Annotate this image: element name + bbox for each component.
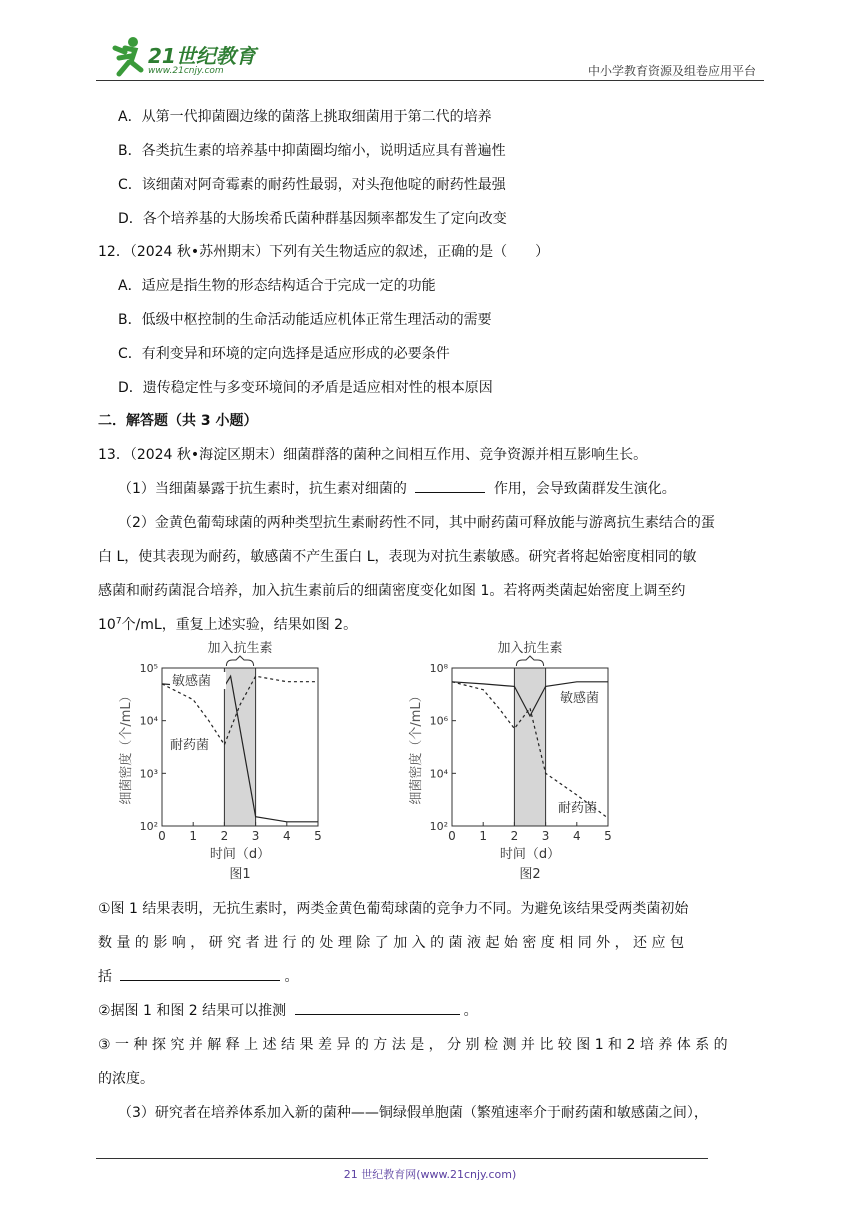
q12-option-d: D．遗传稳定性与多变环境间的矛盾是适应相对性的根本原因 [118,380,493,396]
q13-sub1-end: 。 [284,969,299,985]
footer-divider [96,1158,708,1159]
q13-part1-blank[interactable] [415,478,485,493]
q13-sub2 [98,1000,478,1020]
fig2-antibiotic-region [514,668,545,826]
q13-sub1-text: 括 [98,969,112,985]
q13-part2-line4-rest: 个/mL，重复上述实验，结果如图 2。 [121,617,358,633]
q13-sub2-text: ②据图 1 和图 2 结果可以推测 [98,1003,287,1019]
q13-part1-text-a: （1）当细菌暴露于抗生素时，抗生素对细菌的 [118,481,407,497]
header-divider [96,80,764,81]
fig1-x-tick-label: 2 [220,829,229,843]
q13-sub2-end: 。 [463,1003,478,1019]
fig1-x-tick-label: 1 [189,829,198,843]
fig2-x-tick-label: 5 [604,829,612,843]
fig2-x-axis-label: 时间（d） [499,847,561,862]
figure-2-chart [400,636,630,884]
fig1-x-tick-label: 0 [158,829,166,843]
fig1-y-tick-label: 10² [139,820,158,833]
platform-label: 中小学教育资源及组卷应用平台 [587,64,756,78]
q13-sub2-blank[interactable] [295,1000,460,1015]
fig1-x-axis-label: 时间（d） [209,847,271,862]
fig1-figure-title: 图1 [229,867,251,882]
fig1-y-tick-label: 10⁵ [139,662,158,675]
fig1-series-label: 敏感菌 [172,674,212,689]
fig1-antibiotic-region [224,668,255,826]
q12-option-b: B．低级中枢控制的生命活动能适应机体正常生理活动的需要 [118,312,492,328]
logo-url: www.21cnjy.com [148,66,224,76]
fig2-y-axis-label: 细菌密度（个/mL） [409,689,424,805]
section-title: 二．解答题（共 3 小题） [98,413,258,429]
q13-part2-line4 [98,614,357,634]
fig1-series-label: 耐药菌 [170,738,210,753]
figure-1-chart [110,636,340,884]
fig1-x-tick-label: 4 [282,829,291,843]
fig2-annotation-label: 加入抗生素 [497,641,563,656]
runner-logo-icon [95,34,155,78]
q11-option-a: A．从第一代抑菌圈边缘的菌落上挑取细菌用于第二代的培养 [118,109,492,125]
q13-sub3-line1: ③ 一 种 探 究 并 解 释 上 述 结 果 差 异 的 方 法 是 ， 分 别 检 测 并 比 较 图 1 和 2 培 养 体 系 的 [98,1037,728,1053]
q13-density-exponent: 7 [115,616,122,627]
q13-part2-line1: （2）金黄色葡萄球菌的两种类型抗生素耐药性不同，其中耐药菌可释放能与游离抗生素结合的蛋 [118,515,715,531]
q11-option-b: B．各类抗生素的培养基中抑菌圈均缩小，说明适应具有普遍性 [118,143,506,159]
q12-option-a: A．适应是指生物的形态结构适合于完成一定的功能 [118,278,436,294]
q12-stem: 12．（2024 秋•苏州期末）下列有关生物适应的叙述，正确的是（ ） [98,244,550,260]
q13-part1-text-b: 作用，会导致菌群发生演化。 [493,481,676,497]
fig2-series-label: 耐药菌 [558,801,598,816]
footer-text: 21 世纪教育网(www.21cnjy.com) [343,1168,517,1181]
q12-option-c: C．有利变异和环境的定向选择是适应形成的必要条件 [118,346,450,362]
q13-part1 [118,478,676,498]
fig2-y-tick-label: 10⁴ [429,767,448,781]
q13-part2-line2: 白 L，使其表现为耐药，敏感菌不产生蛋白 L，表现为对抗生素敏感。研究者将起始密度相同的敏 [98,549,697,565]
fig2-annotation-brace [516,656,543,666]
q13-density-base: 10 [98,617,116,633]
fig2-figure-title: 图2 [519,867,541,882]
q11-option-c: C．该细菌对阿奇霉素的耐药性最弱，对头孢他啶的耐药性最强 [118,177,506,193]
fig1-x-tick-label: 3 [251,829,260,843]
fig2-x-tick-label: 4 [572,829,581,843]
fig2-y-tick-label: 10⁶ [429,714,448,728]
fig2-y-tick-label: 10⁸ [429,662,448,675]
fig2-x-tick-label: 0 [448,829,456,843]
q13-sub1-line2: 数 量 的 影 响 ， 研 究 者 进 行 的 处 理 除 了 加 入 的 菌 液 起 始 密 度 相 同 外 ， 还 应 包 [98,935,684,951]
fig1-y-axis-label: 细菌密度（个/mL） [119,689,134,805]
fig1-x-tick-label: 5 [314,829,322,843]
fig1-y-tick-label: 10³ [139,767,158,781]
q13-stem: 13．（2024 秋•海淀区期末）细菌群落的菌种之间相互作用、竞争资源并相互影响生长。 [98,447,648,463]
fig2-x-tick-label: 1 [479,829,488,843]
logo-main: 21世纪教育 [148,44,256,68]
q13-sub1-blank[interactable] [120,966,280,981]
q13-part3: （3）研究者在培养体系加入新的菌种——铜绿假单胞菌（繁殖速率介于耐药菌和敏感菌之间）， [118,1105,708,1121]
fig1-y-tick-label: 10⁴ [139,714,158,728]
fig2-x-tick-label: 2 [510,829,519,843]
q13-sub1-line3 [98,966,298,986]
q13-part2-line3: 感菌和耐药菌混合培养，加入抗生素前后的细菌密度变化如图 1。若将两类菌起始密度上调至约 [98,583,686,599]
fig2-series-label: 敏感菌 [560,691,600,706]
fig2-y-tick-label: 10² [429,820,448,833]
fig1-annotation-label: 加入抗生素 [207,641,273,656]
q11-option-d: D．各个培养基的大肠埃希氏菌种群基因频率都发生了定向改变 [118,211,507,227]
q13-sub1-line1: ①图 1 结果表明，无抗生素时，两类金黄色葡萄球菌的竞争力不同。为避免该结果受两类菌初始 [98,901,689,917]
fig1-annotation-brace [226,656,253,666]
fig2-x-tick-label: 3 [541,829,550,843]
q13-sub3-line2: 的浓度。 [98,1071,154,1087]
